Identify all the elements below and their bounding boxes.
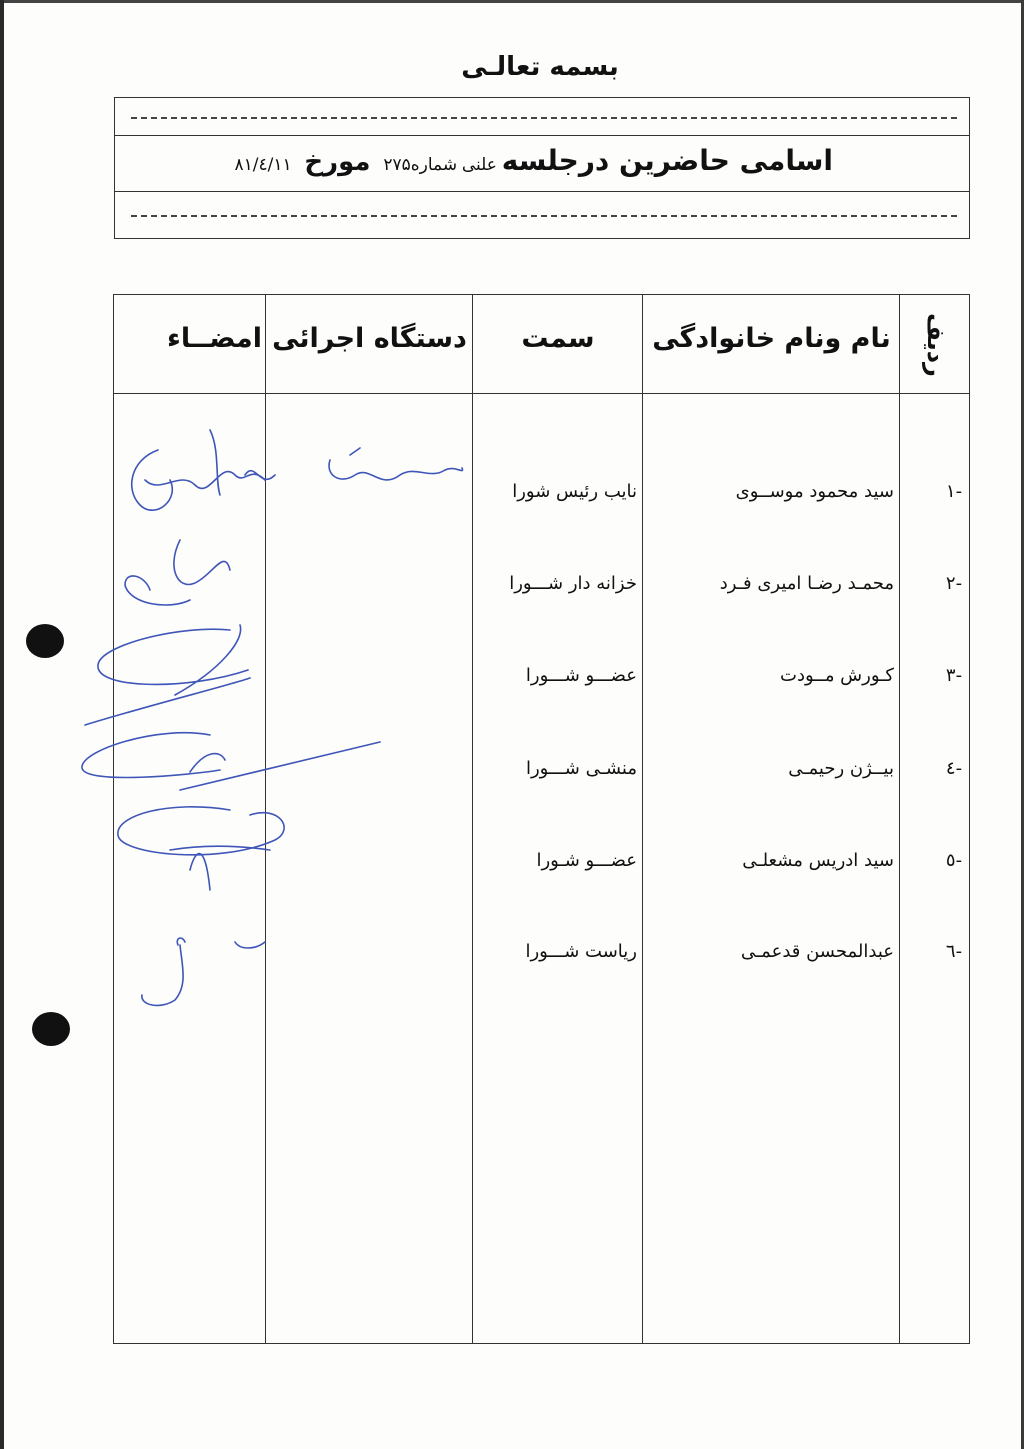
row-number: -۳ <box>945 665 963 686</box>
title-date: ۸۱/٤/۱۱ <box>234 155 292 175</box>
attendee-position: خزانه دار شـــورا <box>509 573 637 594</box>
dashed-line <box>131 117 957 119</box>
attendee-name: عبدالمحسن قدعمـی <box>740 941 894 962</box>
title-number-label: شماره <box>410 155 458 175</box>
attendee-position: عضـــو شـــورا <box>525 665 637 686</box>
signature-4 <box>82 733 380 790</box>
title-main: اسامی حاضرین درجلسه <box>501 144 833 177</box>
title-dated-label: مورخ <box>304 147 371 177</box>
row-number: -٥ <box>945 850 963 871</box>
attendee-name: بیــژن رحیمـی <box>788 758 894 779</box>
dashed-line <box>131 215 957 217</box>
page-edge-left <box>0 0 4 1449</box>
column-divider <box>899 295 900 1343</box>
header-row-divider <box>114 393 969 394</box>
signature-3 <box>85 625 250 725</box>
title-number: ۲۷۵ <box>383 155 411 175</box>
attendee-position: ریاست شـــورا <box>525 941 637 962</box>
header-title-row <box>115 136 969 192</box>
page-edge-top <box>0 0 1024 3</box>
row-number: -۲ <box>945 573 963 594</box>
header-signature: امضــاء <box>167 323 262 354</box>
executive-body-signature-1 <box>329 448 463 480</box>
attendee-name: سید محمود موســوی <box>735 481 894 502</box>
signature-6 <box>142 938 265 1005</box>
row-number: -٦ <box>945 941 963 962</box>
header-row-no-text: ردیف <box>921 313 950 377</box>
header-box <box>114 97 970 239</box>
row-number: -٤ <box>945 758 963 779</box>
meeting-title <box>235 144 833 177</box>
header-position: سمت <box>521 323 595 354</box>
header-row-no <box>904 305 968 385</box>
attendee-name: سید ادریس مشعلـی <box>742 850 894 871</box>
signature-1 <box>132 430 275 510</box>
title-type: علنی <box>461 155 497 175</box>
attendee-position: عضـــو شـورا <box>536 850 637 871</box>
signature-scribbles <box>70 420 490 1020</box>
header-dashed-row-bottom <box>115 192 969 238</box>
column-divider <box>642 295 643 1343</box>
bismillah-heading: بسمه تعالـی <box>461 52 619 82</box>
row-number: -۱ <box>945 481 963 502</box>
header-name: نام ونام خانوادگی <box>652 323 891 354</box>
signature-2 <box>125 540 230 605</box>
attendee-name: کـورش مــودت <box>780 665 894 686</box>
attendee-position: منشـی شـــورا <box>525 758 637 779</box>
signature-5 <box>118 807 284 890</box>
punch-hole-bottom <box>32 1012 70 1046</box>
attendee-position: نایب رئیس شورا <box>512 481 637 502</box>
header-dashed-row-top <box>115 98 969 136</box>
attendee-name: محمـد رضـا امیری فـرد <box>719 573 894 594</box>
header-executive-body: دستگاه اجرائی <box>272 323 467 354</box>
punch-hole-top <box>26 624 64 658</box>
